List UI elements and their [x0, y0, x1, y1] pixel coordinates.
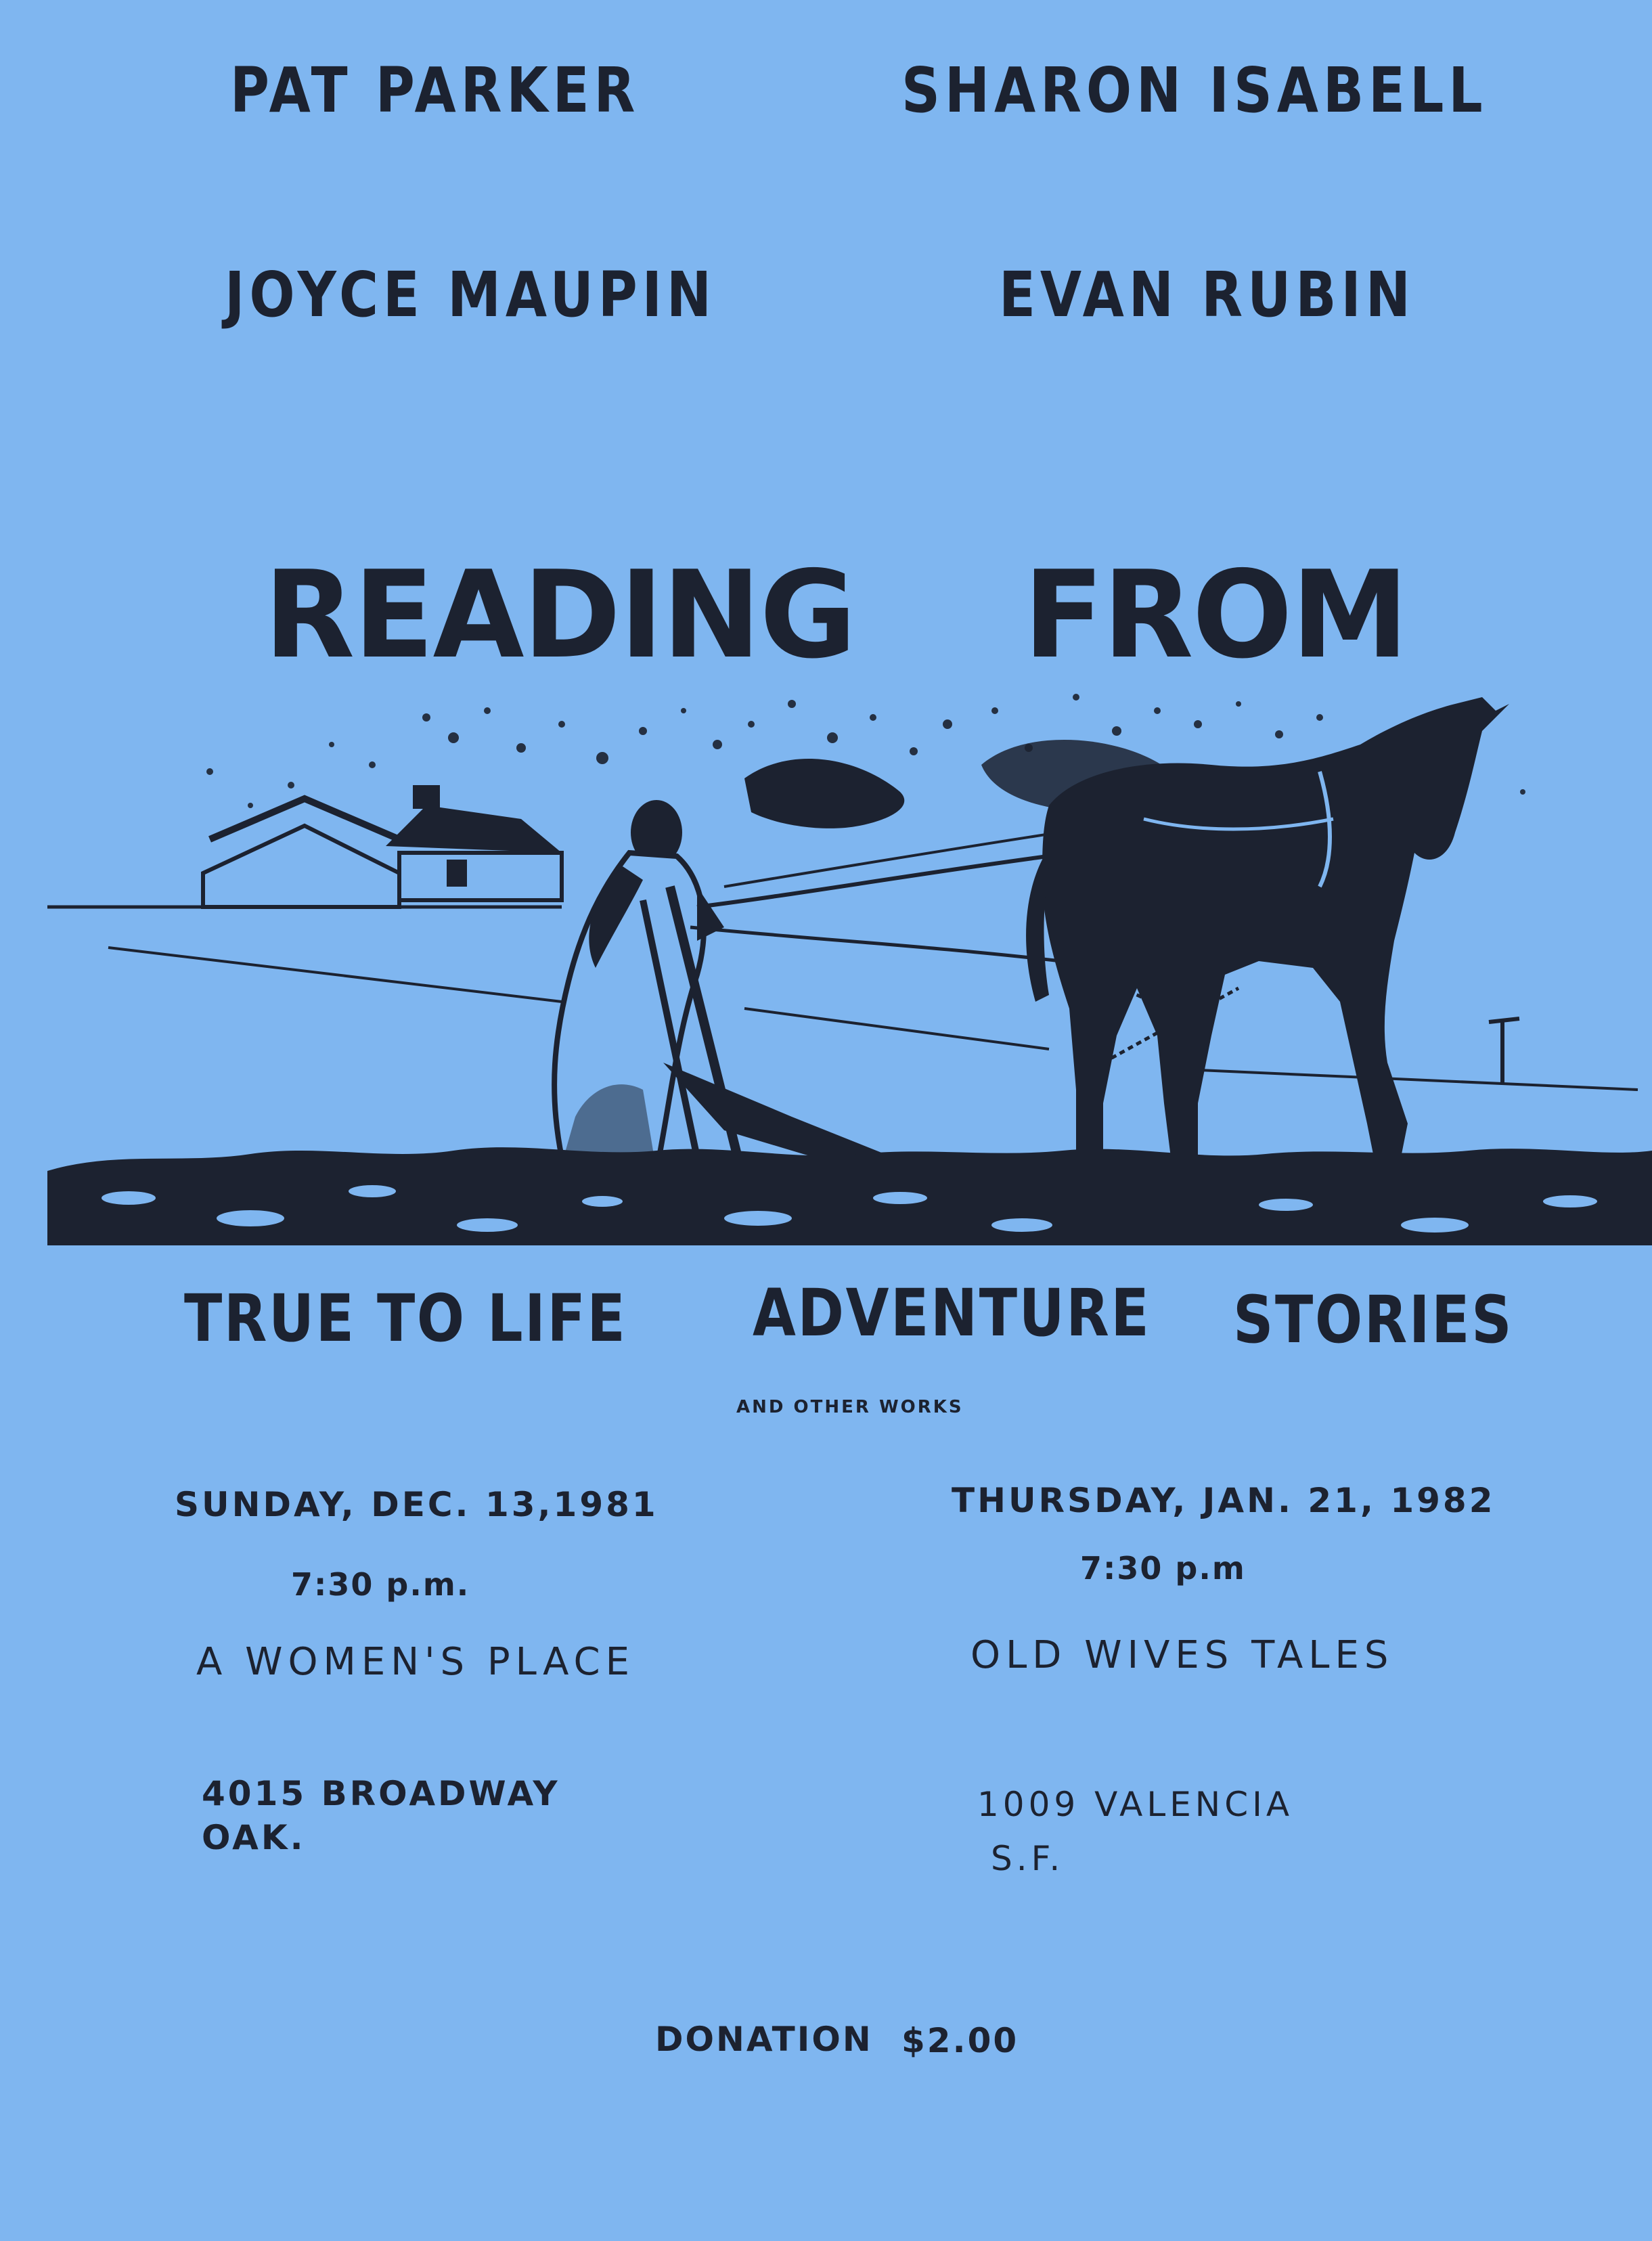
event1-address	[202, 1772, 560, 1860]
woman-plowing-with-horse-illustration	[47, 684, 1652, 1245]
performer-name: SHARON ISABELL	[901, 54, 1488, 127]
and-other-works: AND OTHER WORKS	[736, 1397, 964, 1417]
subtitle-true-to-life: TRUE TO LIFE	[184, 1281, 627, 1356]
donation-amount: $2.00	[901, 2021, 1019, 2060]
performer-name: EVAN RUBIN	[999, 259, 1415, 331]
event2-address-line1: 1009 VALENCIA	[977, 1785, 1294, 1824]
headline-from: FROM	[1023, 545, 1408, 685]
headline-reading: READING	[264, 545, 855, 685]
event1-address-line2: OAK.	[202, 1818, 306, 1857]
event2-address-line2: S.F.	[991, 1839, 1065, 1878]
subtitle-stories: STORIES	[1233, 1282, 1514, 1358]
event2-date: THURSDAY, JAN. 21, 1982	[952, 1481, 1496, 1520]
event1-date: SUNDAY, DEC. 13,1981	[175, 1485, 658, 1524]
event1-venue: A WOMEN'S PLACE	[196, 1640, 635, 1684]
performer-name: JOYCE MAUPIN	[225, 259, 717, 331]
event2-venue: OLD WIVES TALES	[970, 1633, 1394, 1677]
event2-address	[977, 1777, 1293, 1886]
event1-time: 7:30 p.m.	[291, 1566, 470, 1603]
performer-name: PAT PARKER	[230, 54, 640, 127]
event1-address-line1: 4015 BROADWAY	[202, 1774, 560, 1813]
event2-time: 7:30 p.m	[1080, 1550, 1246, 1587]
subtitle-adventure: ADVENTURE	[753, 1275, 1151, 1351]
donation-label: DONATION	[655, 2020, 873, 2059]
